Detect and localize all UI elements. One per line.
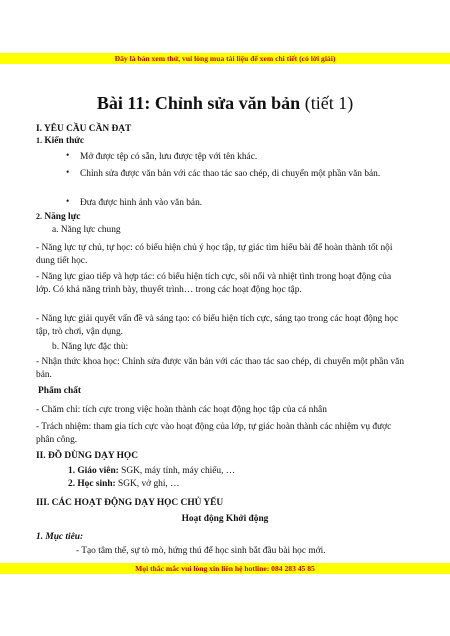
general-competency-label: a. Năng lực chung bbox=[52, 225, 121, 235]
preview-banner: Đây là bản xem thử, vui lòng mua tài liệu để xem chi tiết (có lời giải) bbox=[0, 53, 450, 64]
bullet-icon: • bbox=[66, 197, 70, 207]
paragraph: - Năng lực giao tiếp và hợp tác: có biểu hiện tích cực, sôi nổi và nhiệt tình trong hoạt động của lớp. Có khả năng trình bày, thuyết trình… trong các hoạt động học tập. bbox=[36, 272, 392, 295]
knowledge-item: Mở được tệp có sẵn, lưu được tệp với tên khác. bbox=[80, 152, 258, 162]
student-line: 2. Học sinh: SGK, vở ghi, … bbox=[68, 479, 180, 489]
objective-heading: 1. Mục tiêu: bbox=[36, 532, 84, 542]
teacher-line: 1. Giáo viên: SGK, máy tính, máy chiếu, … bbox=[68, 466, 236, 476]
objective-text: - Tạo tâm thế, sự tò mò, hứng thú để học sinh bắt đầu bài học mới. bbox=[76, 546, 326, 556]
hotline-banner: Mọi thắc mắc vui lòng xin liên hệ hotline: 084 283 45 85 bbox=[0, 563, 450, 574]
paragraph: - Trách nhiệm: tham gia tích cực vào hoạt động của lớp, tự giác hoàn thành các nhiệm vụ được phân công. bbox=[36, 422, 392, 445]
knowledge-item: Đưa được hình ảnh vào văn bản. bbox=[80, 198, 203, 208]
competency-heading: 2. Năng lực bbox=[36, 212, 81, 222]
section-2-heading: II. ĐỒ DÙNG DẠY HỌC bbox=[36, 451, 138, 461]
section-3-heading: III. CÁC HOẠT ĐỘNG DẠY HỌC CHỦ YẾU bbox=[36, 498, 224, 508]
paragraph: - Chăm chỉ: tích cực trong việc hoàn thành các hoạt động học tập của cá nhân bbox=[36, 405, 327, 415]
lesson-title: Bài 11: Chỉnh sửa văn bản (tiết 1) bbox=[96, 93, 354, 113]
bullet-icon: • bbox=[66, 168, 70, 178]
specific-competency-label: b. Năng lực đặc thù: bbox=[52, 342, 129, 352]
paragraph: - Năng lực tự chủ, tự học: có biểu hiện chủ ý học tập, tự giác tìm hiểu bài để hoàn thành tốt nội dung tiết học. bbox=[36, 243, 393, 266]
paragraph: - Năng lực giải quyết vấn đề và sáng tạo: có biểu hiện tích cực, sáng tạo trong các hoạt động học tập, trò chơi, vận dụng. bbox=[36, 314, 399, 337]
paragraph: - Nhận thức khoa học: Chỉnh sửa được văn bản với các thao tác sao chép, di chuyển một phần văn bản. bbox=[36, 357, 405, 380]
bullet-icon: • bbox=[66, 151, 70, 161]
knowledge-heading: 1. Kiến thức bbox=[36, 136, 85, 146]
activity-heading: Hoạt động Khởi động bbox=[181, 514, 269, 524]
knowledge-item: Chỉnh sửa được văn bản với các thao tác sao chép, di chuyển một phần văn bản. bbox=[80, 169, 381, 179]
qualities-heading: Phẩm chất bbox=[38, 386, 81, 396]
section-1-heading: I. YÊU CẦU CẦN ĐẠT bbox=[36, 124, 132, 134]
